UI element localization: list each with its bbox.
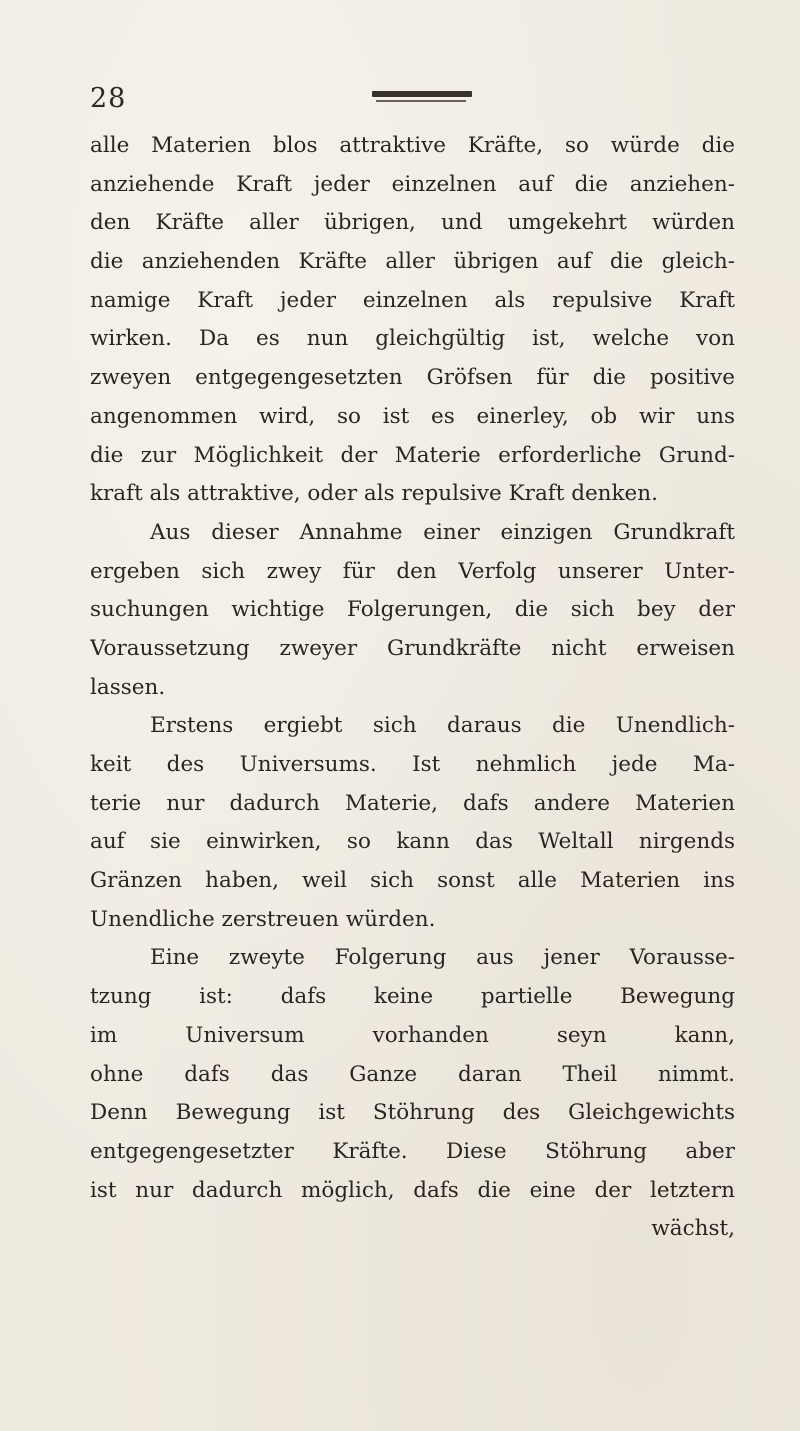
page-number: 28: [90, 83, 127, 114]
text-line: die anziehenden Kräfte aller übrigen auf die gleich-: [90, 249, 735, 275]
text-line: Denn Bewegung ist Stöhrung des Gleichgewichts: [90, 1100, 735, 1126]
text-line: anziehende Kraft jeder einzelnen auf die anziehen-: [90, 171, 735, 197]
text-line: ist nur dadurch möglich, dafs die eine der letztern: [90, 1177, 735, 1203]
text-line: Gränzen haben, weil sich sonst alle Materien ins: [90, 868, 735, 894]
text-line: ergeben sich zwey für den Verfolg unserer Unter-: [90, 558, 735, 584]
text-line: Erstens ergiebt sich daraus die Unendlich-: [150, 713, 735, 739]
text-line: wächst,: [651, 1216, 735, 1242]
text-line: auf sie einwirken, so kann das Weltall nirgends: [90, 829, 735, 855]
text-line: angenommen wird, so ist es einerley, ob wir uns: [90, 403, 735, 429]
text-line: kraft als attraktive, oder als repulsive Kraft denken.: [90, 481, 658, 507]
text-line: keit des Universums. Ist nehmlich jede Ma-: [90, 752, 735, 777]
text-line: den Kräfte aller übrigen, und umgekehrt würden: [90, 210, 735, 236]
page-header: [90, 83, 730, 123]
text-line: im Universum vorhanden seyn kann,: [90, 1022, 735, 1048]
text-line: terie nur dadurch Materie, dafs andere Materien: [90, 790, 735, 816]
text-line: zweyen entgegengesetzten Gröfsen für die positive: [90, 365, 735, 391]
text-line: wirken. Da es nun gleichgültig ist, welche von: [90, 326, 735, 352]
text-line: tzung ist: dafs keine partielle Bewegung: [90, 984, 735, 1010]
text-line: lassen.: [90, 674, 166, 700]
text-line: Unendliche zerstreuen würden.: [90, 906, 436, 932]
text-line: Eine zweyte Folgerung aus jener Vorausse-: [150, 945, 735, 971]
text-line: entgegengesetzter Kräfte. Diese Stöhrung aber: [90, 1138, 735, 1164]
text-line: namige Kraft jeder einzelnen als repulsive Kraft: [90, 287, 735, 313]
text-line: ohne dafs das Ganze daran Theil nimmt.: [90, 1061, 735, 1087]
body-text: [90, 127, 735, 1249]
text-line: Voraussetzung zweyer Grundkräfte nicht erweisen: [90, 635, 735, 661]
text-line: suchungen wichtige Folgerungen, die sich bey der: [90, 597, 735, 623]
text-line: die zur Möglichkeit der Materie erforderliche Grund-: [90, 442, 735, 468]
text-line: alle Materien blos attraktive Kräfte, so würde die: [90, 133, 735, 158]
text-line: Aus dieser Annahme einer einzigen Grundkraft: [150, 519, 735, 545]
printer-ornament: [372, 91, 472, 97]
